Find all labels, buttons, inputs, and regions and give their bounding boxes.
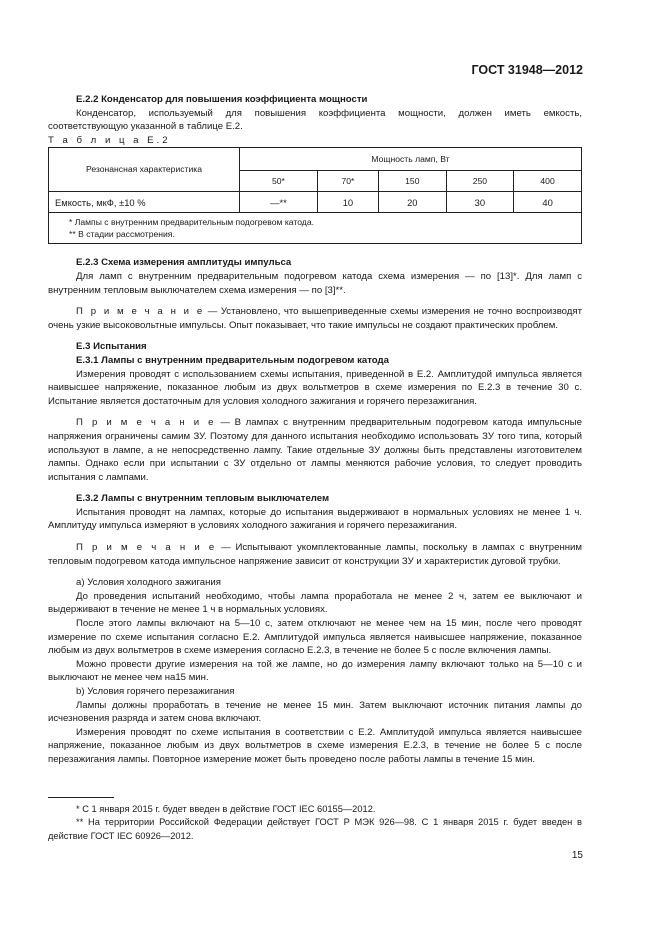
table-cell: 70* (317, 171, 378, 192)
table-note-2: ** В стадии рассмотрения. (69, 229, 175, 240)
table-row-capacitance (49, 192, 582, 213)
table-row-label: Емкость, мкФ, ±10 % (49, 192, 240, 213)
footnote-1: * С 1 января 2015 г. будет введен в действие ГОСТ IEC 60155—2012. (76, 804, 376, 814)
table-cell: 40 (514, 192, 582, 213)
note-e32 (48, 541, 582, 568)
paragraph-a2: После этого лампы включают на 5—10 с, затем отключают не менее чем на 15 мин, после чего проводят измерение по схеме испытания согласно Е.2. Амплитудой импульса является наивысшее напряжение, показанное любым из двух вольтметров в схеме измерения согласно Е.2.3, в течение не более 5 с после включения лампы. (48, 618, 582, 657)
subsection-a-title: а) Условия холодного зажигания (76, 577, 221, 589)
footnotes (48, 803, 582, 843)
main-content (48, 93, 582, 767)
paragraph-e23: Для ламп с внутренним предварительным подогревом катода схема измерения — по [13]*. Для ламп с внутренним тепловым выключателем схема измерения — по [3]**. (48, 270, 582, 296)
table-caption: Т а б л и ц а Е.2 (48, 134, 171, 146)
document-id: ГОСТ 31948—2012 (471, 63, 583, 77)
heading-e32: Е.3.2 Лампы с внутренним тепловым выключателем (76, 493, 330, 505)
table-note-1: * Лампы с внутренним предварительным подогревом катода. (69, 217, 314, 228)
heading-e31: Е.3.1 Лампы с внутренним предварительным подогревом катода (76, 354, 389, 366)
footnote-divider (48, 797, 114, 798)
note-label: П р и м е ч а н и е (76, 542, 217, 554)
subsection-b-title: b) Условия горячего перезажигания (76, 686, 235, 697)
table-cell: —** (240, 192, 318, 213)
paragraph-a3: Можно провести другие измерения на той же лампе, но до измерения лампу включают только на 5—10 с и выключают не менее чем на15 мин. (48, 658, 582, 684)
note-label: П р и м е ч а н и е (76, 417, 216, 429)
table-cell: 150 (379, 171, 447, 192)
note-label: П р и м е ч а н и е (76, 306, 205, 318)
paragraph-a1: До проведения испытаний необходимо, чтобы лампа проработала не менее 2 ч, затем ее выключают и выдерживают в течение не менее 1 ч в нормальных условиях. (48, 590, 582, 616)
paragraph-b1: Лампы должны проработать в течение не менее 15 мин. Затем выключают источник питания лампы до исчезновения разряда и затем снова включают. (48, 699, 582, 725)
heading-e22: Е.2.2 Конденсатор для повышения коэффициента мощности (76, 94, 368, 105)
note-text: — В лампах с внутренним предварительным подогревом катода импульсные напряжения ограничены самим ЗУ. Поэтому для данного испытания необходимо использовать ЗУ того типа, который используют в лампе, а не непосредственно лампу. Такие отдельные ЗУ должны быть представлены изготовителем лампы. Однако если при испытании с ЗУ отдельно от лампы меняются рабочие условия, то следует проводить испытания с лампами. (48, 417, 582, 483)
table-header-characteristic: Резонансная характеристика (49, 148, 240, 192)
table-cell: 250 (446, 171, 514, 192)
table-cell: 20 (379, 192, 447, 213)
table-header-power: Мощность ламп, Вт (240, 148, 582, 171)
table-cell: 400 (514, 171, 582, 192)
heading-e23: Е.2.3 Схема измерения амплитуды импульса (76, 257, 292, 269)
note-e31 (48, 416, 582, 484)
heading-e3: Е.3 Испытания (76, 341, 147, 353)
table-footnotes (49, 213, 582, 244)
note-text: — Установлено, что вышеприведенные схемы измерения не точно воспроизводят очень узкие высоковольтные импульсы. Опыт показывает, что такие импульсы не создают практических проблем. (48, 306, 582, 331)
page-number: 15 (571, 850, 583, 861)
table-e2 (48, 147, 582, 244)
note-text: — Испытывают укомплектованные лампы, поскольку в лампах с внутренним тепловым подогревом катода импульсное напряжение зависит от конструкции ЗУ и характеристик дуговой трубки. (48, 542, 582, 567)
paragraph-e31: Измерения проводят с использованием схемы испытания, приведенной в Е.2. Амплитудой импульса является наивысшее напряжение, показанное любым из двух вольтметров в схеме измерения по Е.2.3 в течение 30 с. Испытание является достаточным для условия холодного зажигания и горячего перезажигания. (48, 368, 582, 407)
footnote-2: ** На территории Российской Федерации действует ГОСТ Р МЭК 926—98. С 1 января 2015 г. будет введен в действие ГОСТ IEC 60926—2012. (48, 817, 582, 841)
paragraph-b2: Измерения проводят по схеме испытания в соответствии с Е.2. Амплитудой импульса является наивысшее напряжение, показанное любым из двух вольтметров в схеме измерения Е.2.3, в течение не более 5 с после перезажигания лампы. Повторное измерение может быть проведено после работы лампы в течение 15 мин. (48, 726, 582, 765)
paragraph-e22: Конденсатор, используемый для повышения коэффициента мощности, должен иметь емкость, соответствующую указанной в таблице Е.2. (48, 107, 582, 133)
table-cell: 10 (317, 192, 378, 213)
paragraph-e32: Испытания проводят на лампах, которые до испытания выдерживают в нормальных условиях не менее 1 ч. Амплитуду импульса измеряют в условиях холодного зажигания и горячего перезажигания. (48, 506, 582, 532)
table-cell: 30 (446, 192, 514, 213)
table-cell: 50* (240, 171, 318, 192)
note-e23 (48, 305, 582, 332)
